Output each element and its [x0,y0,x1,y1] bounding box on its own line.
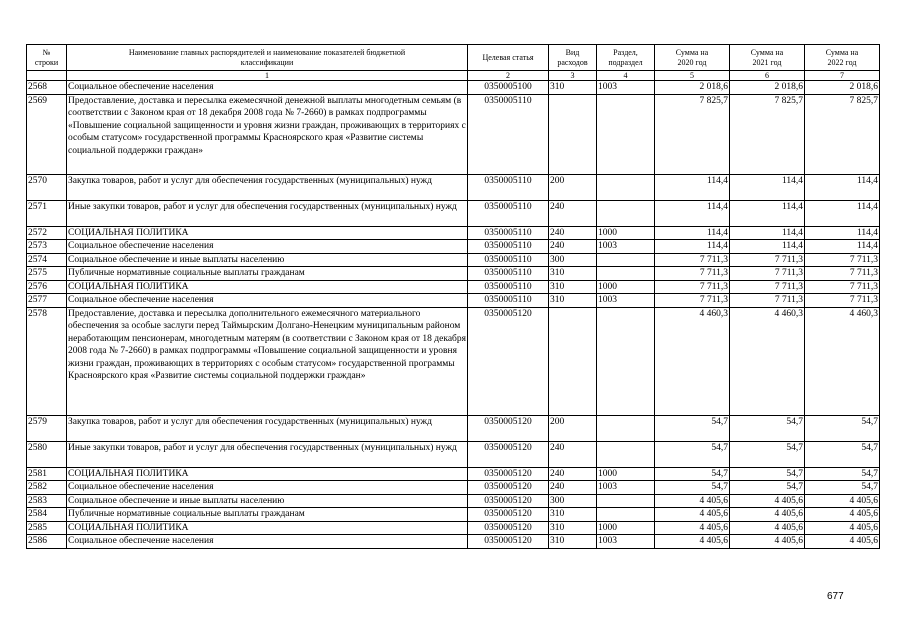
target-article: 0350005110 [468,226,549,240]
expense-type: 240 [549,200,597,226]
sum-2020: 54,7 [655,481,730,495]
column-number: 6 [730,71,805,81]
expense-type [549,94,597,174]
row-number: 2583 [27,494,67,508]
section-code [597,200,655,226]
budget-table [26,44,880,549]
sum-2022: 114,4 [805,200,880,226]
column-number-row [27,71,880,81]
header-row-number: № строки [27,45,67,71]
target-article: 0350005120 [468,415,549,441]
sum-2021: 54,7 [730,441,805,467]
indicator-name: Закупка товаров, работ и услуг для обеспечения государственных (муниципальных) нужд [67,174,468,200]
sum-2022: 7 711,3 [805,253,880,267]
table-row [27,307,880,415]
header-row [27,45,880,71]
sum-2020: 54,7 [655,415,730,441]
table-row [27,174,880,200]
sum-2020: 54,7 [655,441,730,467]
sum-2020: 114,4 [655,174,730,200]
sum-2020: 2 018,6 [655,81,730,95]
row-number: 2572 [27,226,67,240]
sum-2021: 114,4 [730,200,805,226]
row-number: 2586 [27,535,67,549]
row-number: 2574 [27,253,67,267]
header-sum-2020: Сумма на 2020 год [655,45,730,71]
row-number: 2582 [27,481,67,495]
expense-type [549,307,597,415]
table-row [27,280,880,294]
sum-2022: 4 460,3 [805,307,880,415]
target-article: 0350005110 [468,253,549,267]
sum-2022: 7 711,3 [805,294,880,308]
expense-type: 200 [549,415,597,441]
sum-2021: 4 405,6 [730,521,805,535]
sum-2022: 7 825,7 [805,94,880,174]
expense-type: 240 [549,240,597,254]
column-number: 4 [597,71,655,81]
header-target-article: Целевая статья [468,45,549,71]
sum-2022: 2 018,6 [805,81,880,95]
target-article: 0350005120 [468,535,549,549]
sum-2022: 7 711,3 [805,280,880,294]
sum-2022: 4 405,6 [805,535,880,549]
sum-2021: 7 711,3 [730,253,805,267]
indicator-name: СОЦИАЛЬНАЯ ПОЛИТИКА [67,467,468,481]
expense-type: 240 [549,441,597,467]
indicator-name: Публичные нормативные социальные выплаты гражданам [67,508,468,522]
sum-2021: 114,4 [730,226,805,240]
target-article: 0350005110 [468,267,549,281]
sum-2020: 4 460,3 [655,307,730,415]
table-row [27,415,880,441]
indicator-name: Социальное обеспечение и иные выплаты населению [67,253,468,267]
expense-type: 310 [549,280,597,294]
sum-2022: 54,7 [805,415,880,441]
table-row [27,535,880,549]
column-number: 7 [805,71,880,81]
table-row [27,226,880,240]
indicator-name: Предоставление, доставка и пересылка ежемесячной денежной выплаты многодетным семьям (в соответствии с Законом края от 18 декабря 2008 года № 7-2660) в рамках подпрограммы «Повышение социальной защищенности и уровня жизни граждан, проживающих в территориях с особым статусом» государственной программы Красноярского края «Развитие системы социальной поддержки граждан» [67,94,468,174]
target-article: 0350005110 [468,174,549,200]
sum-2020: 54,7 [655,467,730,481]
row-number: 2580 [27,441,67,467]
table-row [27,441,880,467]
table-row [27,294,880,308]
indicator-name: СОЦИАЛЬНАЯ ПОЛИТИКА [67,280,468,294]
indicator-name: Публичные нормативные социальные выплаты гражданам [67,267,468,281]
row-number: 2584 [27,508,67,522]
target-article: 0350005110 [468,94,549,174]
sum-2021: 7 711,3 [730,267,805,281]
section-code [597,494,655,508]
table-row [27,467,880,481]
sum-2020: 114,4 [655,240,730,254]
section-code [597,415,655,441]
table-row [27,240,880,254]
expense-type: 300 [549,253,597,267]
page-number: 677 [827,591,844,602]
table-row [27,521,880,535]
sum-2021: 4 405,6 [730,494,805,508]
target-article: 0350005110 [468,294,549,308]
section-code: 1000 [597,226,655,240]
indicator-name: Предоставление, доставка и пересылка дополнительного ежемесячного материального обеспечения за особые заслуги перед Таймырским Долгано-Ненецким муниципальным районом неработающим пенсионерам, многодетным матерям (в соответствии с Законом края от 18 декабря 2008 года № 7-2660) в рамках подпрограммы «Повышение социальной защищенности и уровня жизни граждан, проживающих в территориях с особым статусом» государственной программы Красноярского края «Развитие системы социальной поддержки граждан» [67,307,468,415]
row-number: 2579 [27,415,67,441]
target-article: 0350005100 [468,81,549,95]
row-number: 2575 [27,267,67,281]
sum-2021: 7 825,7 [730,94,805,174]
section-code: 1003 [597,481,655,495]
indicator-name: Иные закупки товаров, работ и услуг для обеспечения государственных (муниципальных) нужд [67,441,468,467]
sum-2022: 4 405,6 [805,508,880,522]
expense-type: 310 [549,81,597,95]
sum-2022: 114,4 [805,240,880,254]
section-code: 1003 [597,240,655,254]
sum-2020: 4 405,6 [655,521,730,535]
sum-2020: 7 711,3 [655,280,730,294]
expense-type: 310 [549,521,597,535]
section-code [597,307,655,415]
indicator-name: Социальное обеспечение населения [67,294,468,308]
column-number: 1 [67,71,468,81]
row-number: 2577 [27,294,67,308]
target-article: 0350005120 [468,307,549,415]
table-row [27,481,880,495]
table-body [27,81,880,549]
column-number: 2 [468,71,549,81]
section-code: 1003 [597,294,655,308]
sum-2022: 114,4 [805,226,880,240]
sum-2020: 4 405,6 [655,535,730,549]
expense-type: 310 [549,535,597,549]
header-section: Раздел, подраздел [597,45,655,71]
section-code [597,441,655,467]
sum-2020: 4 405,6 [655,508,730,522]
column-number: 3 [549,71,597,81]
section-code: 1003 [597,81,655,95]
sum-2022: 54,7 [805,481,880,495]
section-code: 1000 [597,280,655,294]
indicator-name: Социальное обеспечение и иные выплаты населению [67,494,468,508]
target-article: 0350005120 [468,441,549,467]
sum-2022: 4 405,6 [805,494,880,508]
header-sum-2021: Сумма на 2021 год [730,45,805,71]
sum-2021: 54,7 [730,467,805,481]
sum-2020: 7 711,3 [655,294,730,308]
row-number: 2576 [27,280,67,294]
target-article: 0350005110 [468,200,549,226]
section-code [597,508,655,522]
expense-type: 300 [549,494,597,508]
row-number: 2570 [27,174,67,200]
target-article: 0350005120 [468,508,549,522]
sum-2021: 54,7 [730,481,805,495]
sum-2020: 7 711,3 [655,253,730,267]
section-code [597,253,655,267]
indicator-name: СОЦИАЛЬНАЯ ПОЛИТИКА [67,521,468,535]
sum-2020: 114,4 [655,200,730,226]
sum-2021: 4 405,6 [730,508,805,522]
target-article: 0350005110 [468,240,549,254]
header-name: Наименование главных распорядителей и наименование показателей бюджетной классификации [67,45,468,71]
table-row [27,267,880,281]
sum-2021: 7 711,3 [730,280,805,294]
sum-2020: 7 711,3 [655,267,730,281]
table-row [27,253,880,267]
row-number: 2585 [27,521,67,535]
section-code: 1000 [597,521,655,535]
target-article: 0350005120 [468,467,549,481]
indicator-name: Социальное обеспечение населения [67,481,468,495]
section-code: 1000 [597,467,655,481]
expense-type: 240 [549,481,597,495]
column-number [27,71,67,81]
row-number: 2578 [27,307,67,415]
sum-2022: 4 405,6 [805,521,880,535]
sum-2021: 4 460,3 [730,307,805,415]
sum-2022: 54,7 [805,441,880,467]
sum-2021: 7 711,3 [730,294,805,308]
sum-2020: 114,4 [655,226,730,240]
section-code [597,174,655,200]
row-number: 2568 [27,81,67,95]
header-sum-2022: Сумма на 2022 год [805,45,880,71]
table-row [27,200,880,226]
target-article: 0350005120 [468,494,549,508]
table-row [27,94,880,174]
expense-type: 310 [549,508,597,522]
indicator-name: Социальное обеспечение населения [67,81,468,95]
expense-type: 240 [549,226,597,240]
section-code: 1003 [597,535,655,549]
sum-2021: 2 018,6 [730,81,805,95]
sum-2021: 114,4 [730,240,805,254]
header-expense-type: Вид расходов [549,45,597,71]
expense-type: 240 [549,467,597,481]
table-row [27,494,880,508]
row-number: 2573 [27,240,67,254]
section-code [597,94,655,174]
indicator-name: СОЦИАЛЬНАЯ ПОЛИТИКА [67,226,468,240]
expense-type: 310 [549,294,597,308]
table-row [27,508,880,522]
sum-2020: 7 825,7 [655,94,730,174]
sum-2022: 114,4 [805,174,880,200]
row-number: 2571 [27,200,67,226]
expense-type: 310 [549,267,597,281]
sum-2020: 4 405,6 [655,494,730,508]
target-article: 0350005120 [468,481,549,495]
target-article: 0350005110 [468,280,549,294]
sum-2022: 7 711,3 [805,267,880,281]
sum-2021: 54,7 [730,415,805,441]
row-number: 2581 [27,467,67,481]
sum-2022: 54,7 [805,467,880,481]
column-number: 5 [655,71,730,81]
indicator-name: Социальное обеспечение населения [67,535,468,549]
indicator-name: Закупка товаров, работ и услуг для обеспечения государственных (муниципальных) нужд [67,415,468,441]
expense-type: 200 [549,174,597,200]
sum-2021: 114,4 [730,174,805,200]
section-code [597,267,655,281]
indicator-name: Иные закупки товаров, работ и услуг для обеспечения государственных (муниципальных) нужд [67,200,468,226]
indicator-name: Социальное обеспечение населения [67,240,468,254]
sum-2021: 4 405,6 [730,535,805,549]
table-row [27,81,880,95]
target-article: 0350005120 [468,521,549,535]
row-number: 2569 [27,94,67,174]
